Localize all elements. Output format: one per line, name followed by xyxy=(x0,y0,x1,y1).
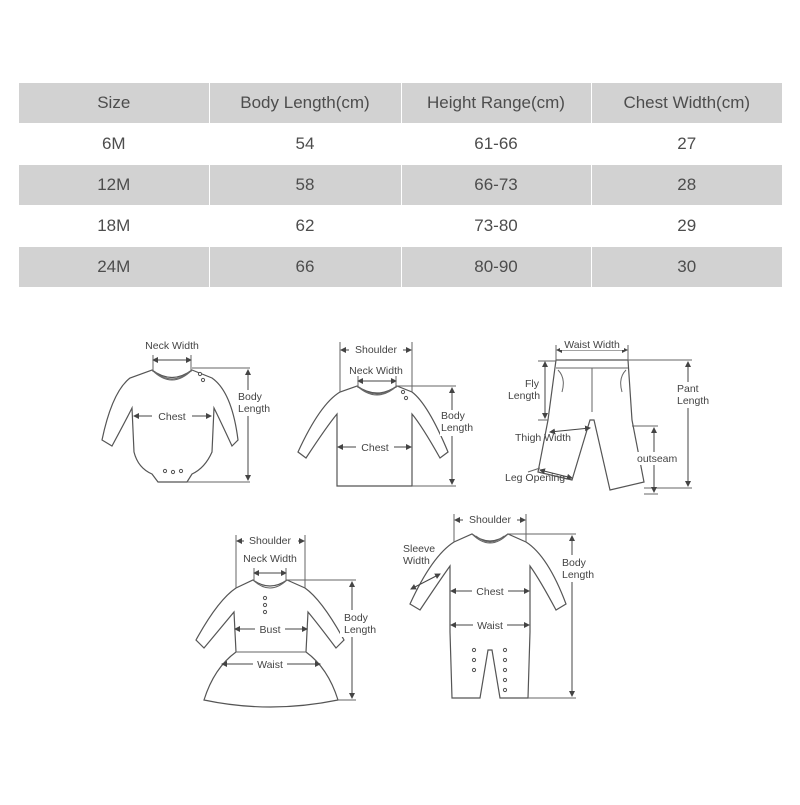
top-diagram xyxy=(298,342,476,486)
romper-chest-label: Chest xyxy=(476,586,504,598)
pants-outseam-label: outseam xyxy=(637,453,678,465)
pants-length-label-1: Pant xyxy=(677,383,699,395)
top-body-label-2: Length xyxy=(441,422,474,434)
header-chest-width: Chest Width(cm) xyxy=(591,83,782,124)
cell-size: 6M xyxy=(19,124,209,165)
pants-thigh-label: Thigh Width xyxy=(515,432,572,444)
cell-size: 18M xyxy=(19,206,209,247)
dress-body-label-1: Body xyxy=(344,612,368,624)
cell-chest-width: 29 xyxy=(591,206,782,247)
top-neck-label: Neck Width xyxy=(349,365,403,377)
pants-length-label-2: Length xyxy=(677,395,710,407)
romper-body-label-1: Body xyxy=(562,557,586,569)
cell-height-range: 66-73 xyxy=(401,165,591,206)
bodysuit-chest-label: Chest xyxy=(158,411,186,423)
dress-diagram xyxy=(196,534,380,707)
cell-size: 12M xyxy=(19,165,209,206)
pants-diagram xyxy=(505,338,714,494)
top-chest-label: Chest xyxy=(361,442,389,454)
pants-fly-label-1: Fly xyxy=(525,378,539,390)
bodysuit-outline xyxy=(102,370,238,482)
cell-body-length: 58 xyxy=(209,165,401,206)
pants-fly-label-2: Length xyxy=(507,390,541,402)
cell-body-length: 66 xyxy=(209,247,401,288)
romper-diagram xyxy=(403,513,600,698)
cell-chest-width: 28 xyxy=(591,165,782,206)
dress-body-label-2: Length xyxy=(344,624,377,636)
dress-shoulder-label: Shoulder xyxy=(248,535,292,547)
top-outline xyxy=(298,386,448,486)
pants-outline xyxy=(538,360,644,490)
romper-sleeve-label-1: Sleeve xyxy=(403,543,436,555)
cell-chest-width: 27 xyxy=(591,124,782,165)
cell-height-range: 61-66 xyxy=(401,124,591,165)
bodysuit-body-label-2: Length xyxy=(238,403,271,415)
header-body-length: Body Length(cm) xyxy=(209,83,401,124)
cell-size: 24M xyxy=(19,247,209,288)
cell-height-range: 73-80 xyxy=(401,206,591,247)
bodysuit-neck-label: Neck Width xyxy=(145,340,199,352)
pants-leg-label: Leg Opening xyxy=(505,472,566,484)
dress-neck-label: Neck Width xyxy=(243,553,297,565)
romper-outline xyxy=(410,534,566,698)
romper-shoulder-label: Shoulder xyxy=(468,514,512,526)
dress-outline xyxy=(196,580,344,707)
dress-waist-label: Waist xyxy=(257,659,283,671)
bodysuit-diagram xyxy=(102,340,272,482)
header-size: Size xyxy=(19,83,209,124)
top-shoulder-label: Shoulder xyxy=(354,344,398,356)
dress-bust-label: Bust xyxy=(259,624,281,636)
header-height-range: Height Range(cm) xyxy=(401,83,591,124)
cell-body-length: 54 xyxy=(209,124,401,165)
romper-body-label-2: Length xyxy=(562,569,595,581)
top-body-label-1: Body xyxy=(441,410,465,422)
romper-waist-label: Waist xyxy=(477,620,503,632)
bodysuit-body-label-1: Body xyxy=(238,391,262,403)
pants-waist-label: Waist Width xyxy=(564,339,620,351)
cell-chest-width: 30 xyxy=(591,247,782,288)
cell-body-length: 62 xyxy=(209,206,401,247)
cell-height-range: 80-90 xyxy=(401,247,591,288)
romper-sleeve-label-2: Width xyxy=(403,555,430,567)
